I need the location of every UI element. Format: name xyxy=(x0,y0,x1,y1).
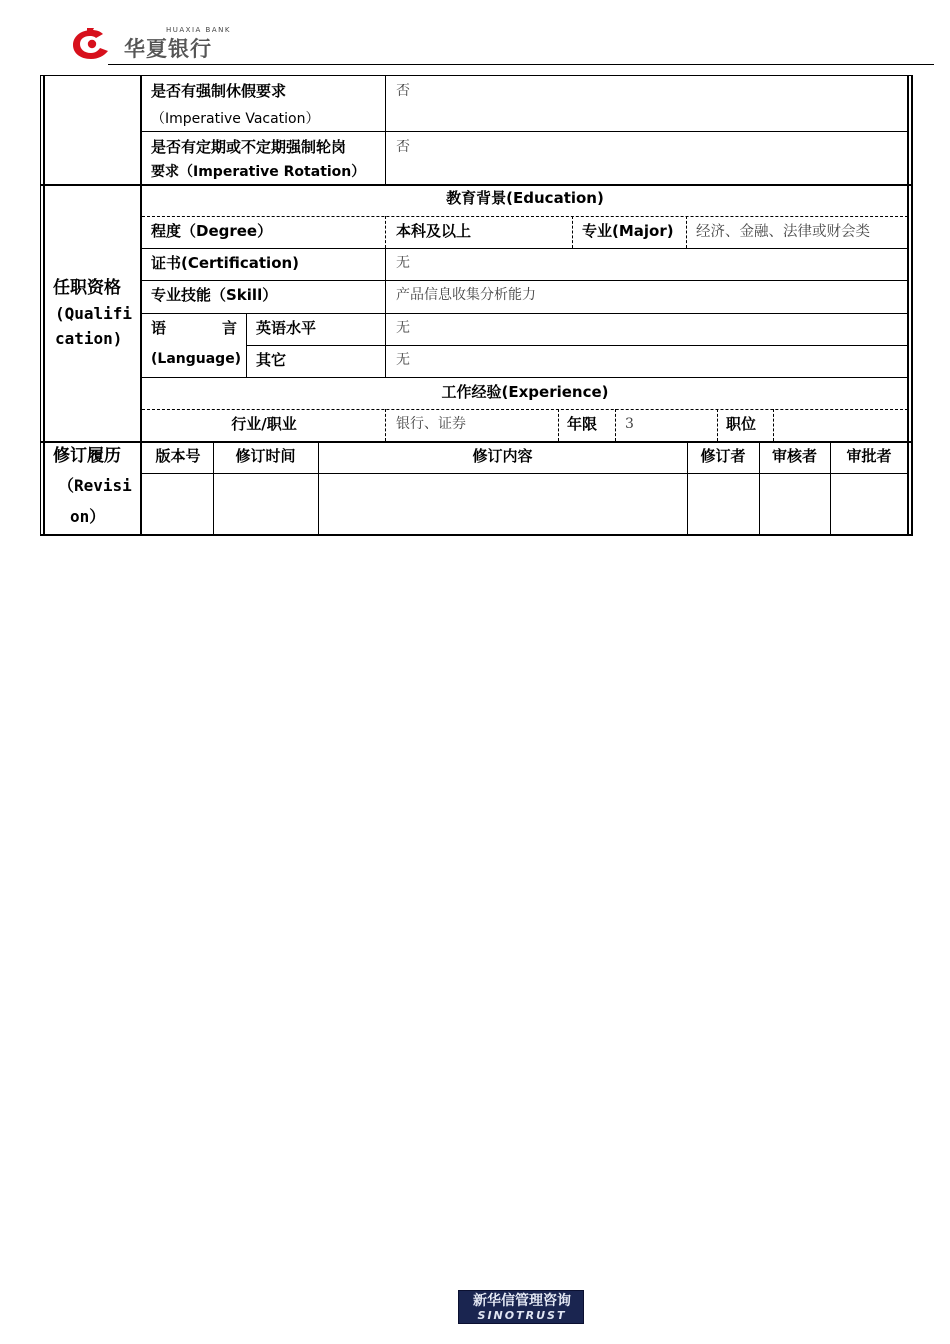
huaxia-bank-logo-icon xyxy=(70,26,114,62)
experience-header: 工作经验(Experience) xyxy=(441,383,609,401)
revision-col-content: 修订内容 xyxy=(472,447,533,465)
column-divider-dashed xyxy=(717,409,718,441)
major-value: 经济、金融、法律或财会类 xyxy=(696,224,870,240)
table-bottom-border xyxy=(40,534,913,536)
years-label: 年限 xyxy=(567,415,598,433)
sinotrust-logo xyxy=(458,1290,584,1324)
column-divider-dashed xyxy=(686,216,687,248)
other-language-label: 其它 xyxy=(256,351,287,369)
language-label-char-2: 言 xyxy=(222,319,238,337)
position-label: 职位 xyxy=(726,415,757,433)
row-divider-dashed xyxy=(142,216,908,217)
table-left-inner-border xyxy=(43,75,45,536)
qualification-section-label: 任职资格 xyxy=(53,278,121,298)
certification-value: 无 xyxy=(396,255,410,271)
column-divider-dashed xyxy=(385,409,386,441)
table-left-outer-border xyxy=(40,75,41,536)
column-divider-dashed xyxy=(773,409,774,441)
bank-name-english: HUAXIA BANK xyxy=(166,26,231,34)
industry-label: 行业/职业 xyxy=(231,415,297,433)
row-divider xyxy=(142,313,908,314)
header-divider xyxy=(108,64,934,65)
revision-section-english-1: （Revisi xyxy=(58,476,132,495)
table-right-inner-border xyxy=(907,75,909,536)
table-top-border xyxy=(40,75,913,76)
skill-value: 产品信息收集分析能力 xyxy=(396,287,536,303)
revision-section-label: 修订履历 xyxy=(53,446,121,466)
language-label-english: (Language) xyxy=(151,351,242,367)
revision-col-reviser: 修订者 xyxy=(700,447,746,465)
vacation-value: 否 xyxy=(396,83,410,99)
row-divider-dashed xyxy=(142,409,908,410)
industry-value: 银行、证券 xyxy=(396,416,466,432)
job-description-table xyxy=(40,75,913,536)
section-divider-qualification xyxy=(40,184,913,186)
rotation-value: 否 xyxy=(396,139,410,155)
vacation-label: 是否有强制休假要求 xyxy=(151,82,287,100)
sinotrust-logo-english: SINOTRUST xyxy=(477,1309,567,1322)
revision-col-approver: 审批者 xyxy=(846,447,892,465)
education-header: 教育背景(Education) xyxy=(446,189,604,207)
column-divider-dashed xyxy=(558,409,559,441)
english-level-value: 无 xyxy=(396,320,410,336)
value-column-divider xyxy=(385,75,386,185)
qualification-section-english-2: cation) xyxy=(55,329,123,348)
row-divider xyxy=(142,248,908,249)
page-header xyxy=(0,0,950,70)
revision-header-divider xyxy=(142,473,908,474)
column-divider-dashed xyxy=(572,216,573,248)
section-divider-revision xyxy=(40,441,913,443)
years-value: 3 xyxy=(625,416,634,432)
table-right-outer-border xyxy=(911,75,913,536)
qualification-section-english-1: (Qualifi xyxy=(55,304,133,323)
revision-col-reviewer: 审核者 xyxy=(771,447,817,465)
vacation-label-english: （Imperative Vacation） xyxy=(151,111,320,127)
other-language-value: 无 xyxy=(396,352,410,368)
rotation-label-line2: 要求（Imperative Rotation） xyxy=(151,164,366,180)
revision-col-time: 修订时间 xyxy=(235,447,296,465)
language-label-char-1: 语 xyxy=(151,319,167,337)
degree-value: 本科及以上 xyxy=(396,222,472,240)
certification-label: 证书(Certification) xyxy=(151,254,300,272)
column-divider-dashed xyxy=(615,409,616,441)
column-divider-dashed xyxy=(385,216,386,248)
revision-section-english-2: on） xyxy=(70,507,106,526)
sinotrust-logo-chinese: 新华信管理咨询 xyxy=(473,1293,571,1309)
row-divider xyxy=(142,131,908,132)
row-divider xyxy=(246,345,908,346)
major-label: 专业(Major) xyxy=(582,222,674,240)
rotation-label-line1: 是否有定期或不定期强制轮岗 xyxy=(151,138,347,156)
row-divider xyxy=(142,377,908,378)
row-divider xyxy=(142,280,908,281)
degree-label: 程度（Degree） xyxy=(151,222,273,240)
english-level-label: 英语水平 xyxy=(256,319,317,337)
bank-name-chinese: 华夏银行 xyxy=(124,37,212,61)
revision-col-version: 版本号 xyxy=(155,447,201,465)
label-column-divider xyxy=(140,75,142,536)
skill-label: 专业技能（Skill） xyxy=(151,286,278,304)
